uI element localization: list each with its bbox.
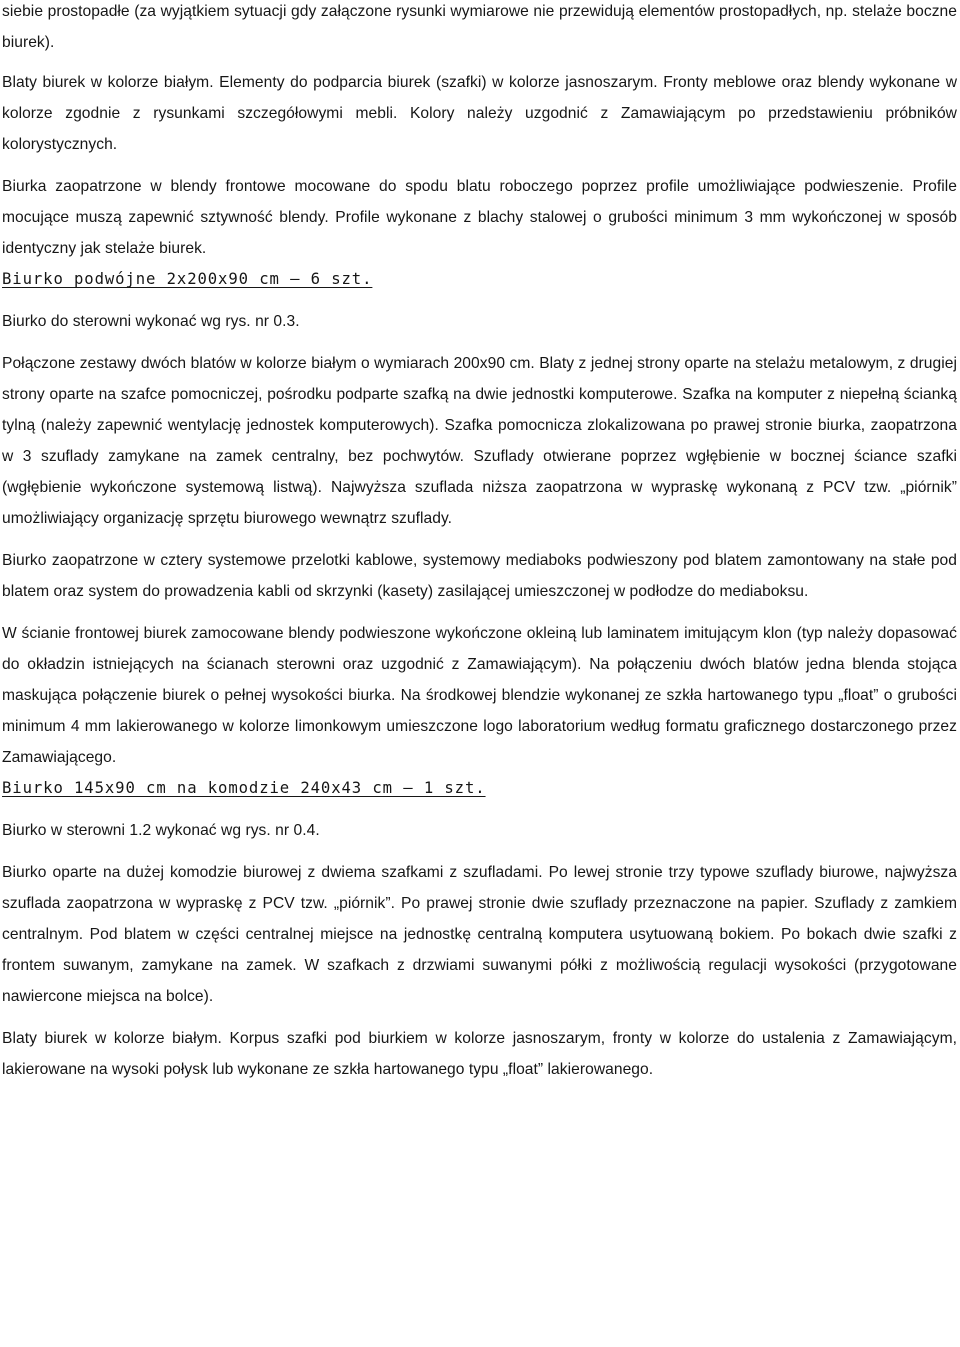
paragraph-control-room-desk-ref: Biurko w sterowni 1.2 wykonać wg rys. nr 0.4. xyxy=(2,822,320,839)
paragraph-desk-top-colors: Blaty biurek w kolorze białym. Korpus szafki pod biurkiem w kolorze jasnoszarym, fronty w kolorze do ustalenia z Zamawiającym, lakierowane na wysoki połysk lub wykonane ze szkła hartowanego typu „float” lakierowanego. xyxy=(2,1030,957,1078)
paragraph-combined-desk-sets: Połączone zestawy dwóch blatów w kolorze białym o wymiarach 200x90 cm. Blaty z jednej strony oparte na stelażu metalowym, z drugiej strony oparte na szafce pomocniczej, pośrodku podparte szafką na dwie jednostki komputerowe. Szafka na komputer z niepełną ścianką tylną (należy zapewnić wentylację jednostek komputerowych). Szafka pomocnicza zlokalizowana po prawej stronie biurka, zaopatrzona w 3 szuflady zamykane na zamek centralny, bez pochwytów. Szuflady otwierane poprzez wgłębienie w bocznej ściance szafki (wgłębienie wykończone systemową listwą). Najwyższa szuflada niższa zaopatrzona w wypraskę wykonaną z PCV tzw. „piórnik” umożliwiający organizację sprzętu biurowego wewnątrz szuflady. xyxy=(2,355,957,527)
paragraph-cable-management: Biurko zaopatrzone w cztery systemowe przelotki kablowe, systemowy mediaboks podwieszony pod blatem zamontowany na stałe pod blatem oraz system do prowadzenia kabli od skrzynki (kasety) zasilającej umieszczonej w podłodze do mediaboksu. xyxy=(2,552,957,600)
paragraph-perpendicular-frames: siebie prostopadłe (za wyjątkiem sytuacji gdy załączone rysunki wymiarowe nie przewidują elementów prostopadłych, np. stelaże boczne biurek). xyxy=(2,3,957,51)
paragraph-front-panels: Biurka zaopatrzone w blendy frontowe mocowane do spodu blatu roboczego poprzez profile umożliwiające podwieszenie. Profile mocujące muszą zapewnić sztywność blendy. Profile wykonane z blachy stalowej o grubości minimum 3 mm wykończonej w sposób identyczny jak stelaże biurek. xyxy=(2,178,957,257)
section-heading-double-desk: Biurko podwójne 2x200x90 cm – 6 szt. xyxy=(2,270,373,288)
paragraph-desk-colors: Blaty biurek w kolorze białym. Elementy do podparcia biurek (szafki) w kolorze jasnoszarym. Fronty meblowe oraz blendy wykonane w kolorze zgodnie z rysunkami szczegółowymi mebli. Kolory należy uzgodnić z Zamawiającym po przedstawieniu próbników kolorystycznych. xyxy=(2,74,957,153)
paragraph-desk-drawing-ref: Biurko do sterowni wykonać wg rys. nr 0.3. xyxy=(2,313,300,330)
paragraph-office-cabinet: Biurko oparte na dużej komodzie biurowej z dwiema szafkami z szufladami. Po lewej stronie trzy typowe szuflady biurowe, najwyższa szuflada zaopatrzona w wypraskę z PCV tzw. „piórnik”. Po prawej stronie dwie szuflady przeznaczone na papier. Szuflady z zamkiem centralnym. Pod blatem w części centralnej miejsce na jednostkę centralną komputera usytuowaną bokiem. Po bokach dwie szafki z frontem suwanym, zamykane na zamek. W szafkach z drzwiami suwanymi półki z możliwością regulacji wysokości (przygotowane nawiercone miejsca na bolce). xyxy=(2,864,957,1005)
paragraph-front-wall-panels: W ścianie frontowej biurek zamocowane blendy podwieszone wykończone okleiną lub laminatem imitującym klon (typ należy dopasować do okładzin istniejących na ścianach sterowni oraz uzgodnić z Zamawiającym). Na połączeniu dwóch blatów jedna blenda stojąca maskująca połączenie biurek o pełnej wysokości biurka. Na środkowej blendzie wykonanej ze szkła hartowanego typu „float” o grubości minimum 4 mm lakierowanego w kolorze limonkowym umieszczone logo laboratorium według formatu graficznego dostarczonego przez Zamawiającego. xyxy=(2,625,957,766)
section-heading-desk-on-cabinet: Biurko 145x90 cm na komodzie 240x43 cm – 1 szt. xyxy=(2,779,486,797)
